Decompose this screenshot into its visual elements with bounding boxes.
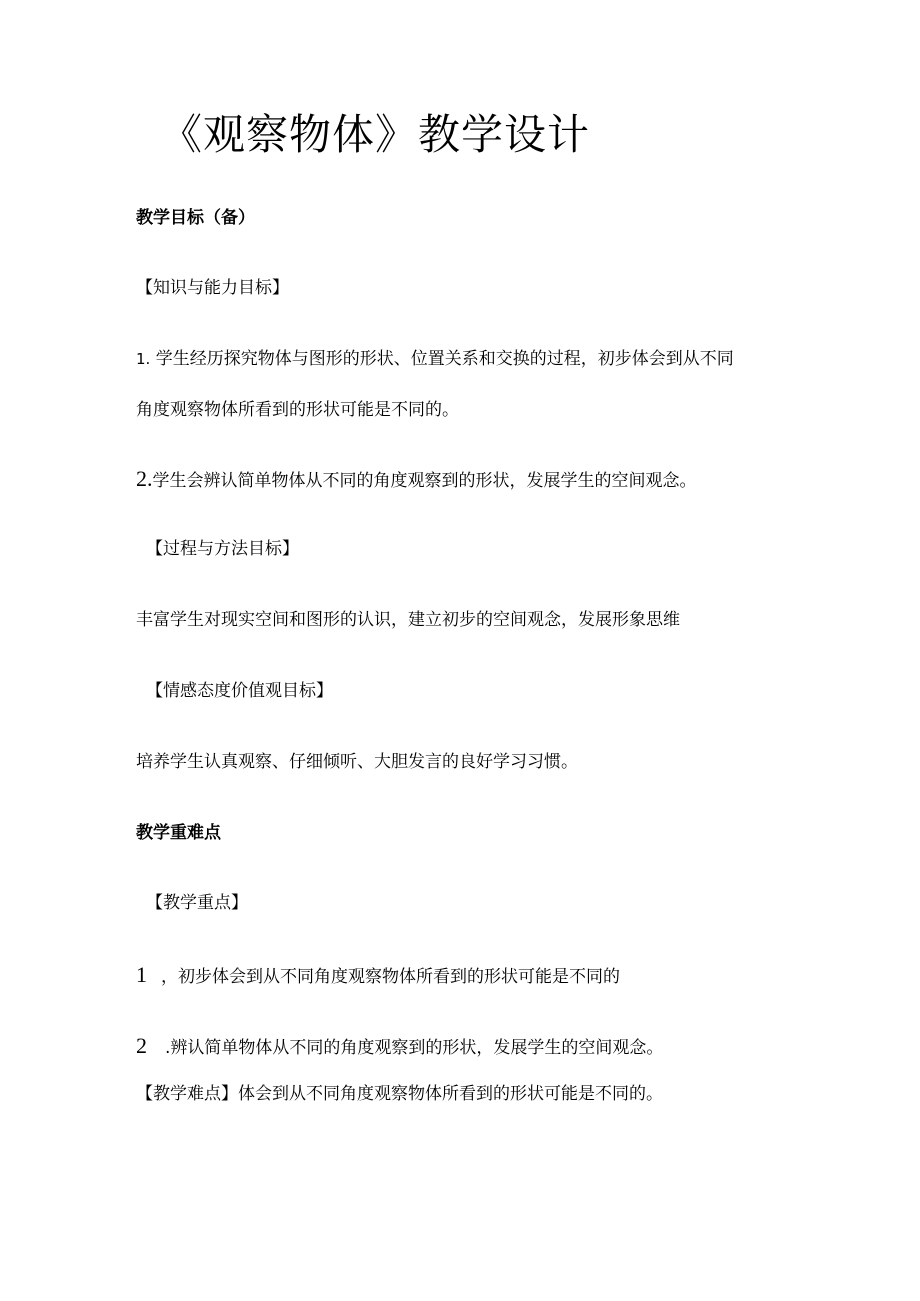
focus-item-1 [136, 962, 620, 988]
difficulty-text: 体会到从不同角度观察物体所看到的形状可能是不同的。 [238, 1084, 663, 1104]
key-points-heading: 教学重难点 [136, 823, 221, 843]
knowledge-item-1-line-1 [136, 349, 734, 369]
focus-item-2 [136, 1033, 663, 1059]
focus-item-2-number: 2 [136, 1033, 147, 1058]
knowledge-item-2-text: 学生会辨认简单物体从不同的角度观察到的形状，发展学生的空间观念。 [152, 471, 697, 491]
difficulty-label: 【教学难点】 [136, 1084, 238, 1104]
knowledge-item-2 [136, 466, 697, 492]
knowledge-item-1-line-2: 角度观察物体所看到的形状可能是不同的。 [136, 400, 459, 420]
focus-item-2-text: .辨认简单物体从不同的角度观察到的形状，发展学生的空间观念。 [165, 1038, 664, 1058]
knowledge-item-1-text: 学生经历探究物体与图形的形状、位置关系和交换的过程，初步体会到从不同 [155, 349, 734, 369]
knowledge-item-1-number: 1. [136, 350, 151, 368]
process-text: 丰富学生对现实空间和图形的认识，建立初步的空间观念，发展形象思维 [136, 610, 680, 630]
document-title: 《观察物体》教学设计 [160, 110, 591, 159]
focus-item-1-number: 1 [136, 962, 147, 987]
key-focus-heading: 【教学重点】 [146, 893, 248, 913]
difficulty-line [136, 1084, 663, 1104]
knowledge-item-2-number: 2. [136, 466, 153, 491]
process-heading: 【过程与方法目标】 [146, 539, 299, 559]
focus-item-1-text: ，初步体会到从不同角度观察物体所看到的形状可能是不同的 [161, 967, 620, 987]
objectives-heading: 教学目标（备） [136, 208, 255, 228]
emotion-heading: 【情感态度价值观目标】 [146, 681, 333, 701]
emotion-text: 培养学生认真观察、仔细倾听、大胆发言的良好学习习惯。 [136, 752, 578, 772]
knowledge-heading: 【知识与能力目标】 [136, 278, 289, 298]
